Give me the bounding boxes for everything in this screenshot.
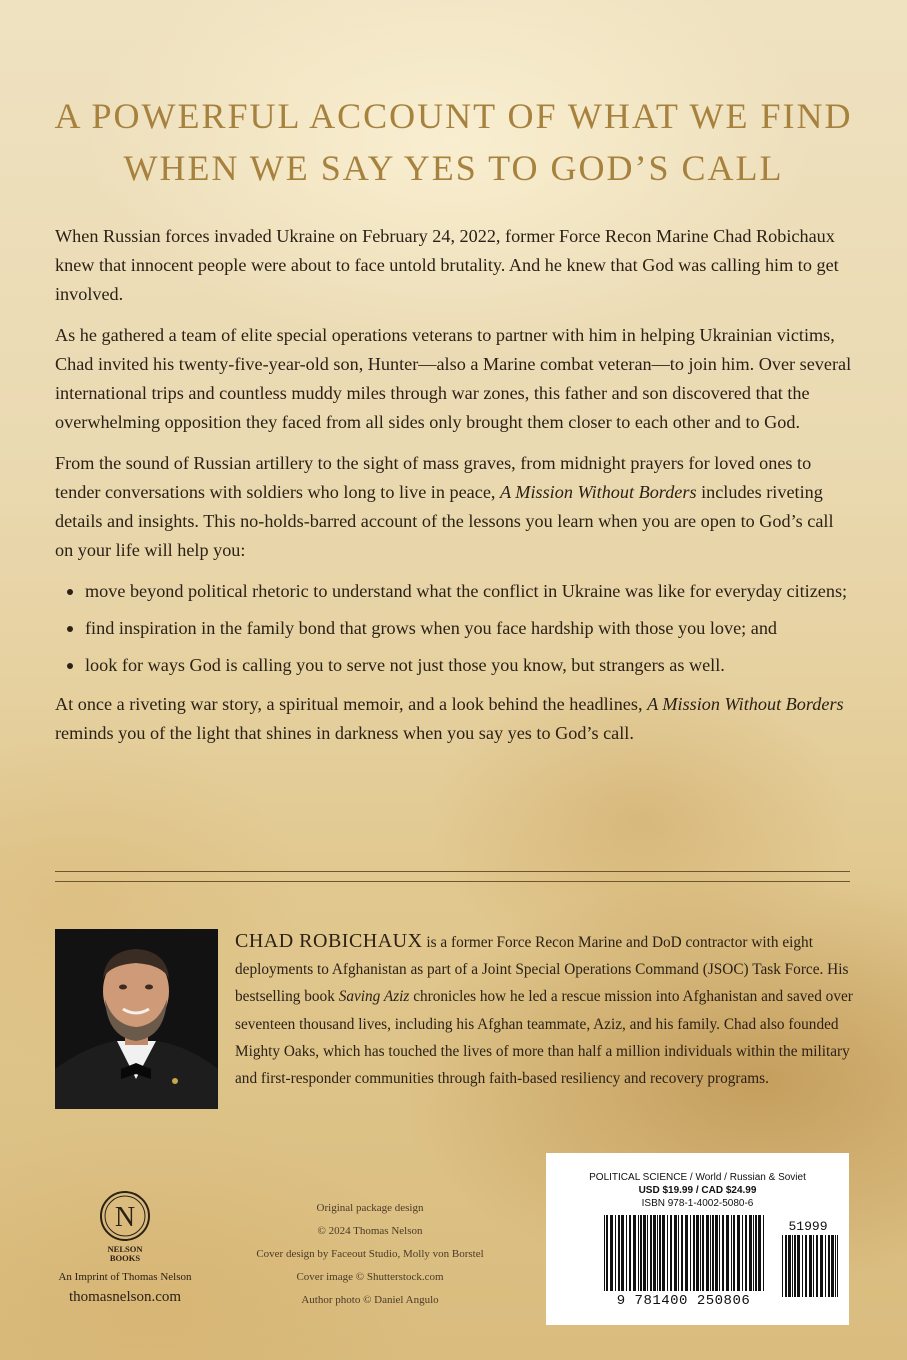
p4-book-title: A Mission Without Borders [647,694,844,714]
benefit-item [55,577,855,606]
p3-text-after: includes riveting details and insights. This no-holds-barred account of the lessons you learn when you are open to God’s call on your life will help you: [55,482,834,560]
benefit-item [55,651,855,680]
benefit-text: move beyond political rhetoric to understand what the conflict in Ukraine was like for everyday citizens; [85,581,848,601]
barcode-price: USD $19.99 / CAD $24.99 [638,1185,757,1196]
headline-line-2: WHEN WE SAY YES TO GOD’S CALL [123,148,784,188]
author-portrait-icon [55,929,218,1109]
bullet-dot-icon [67,626,73,632]
credit-line: Original package design [316,1202,424,1214]
bio-text-after: chronicles how he led a rescue mission into Afghanistan and saved over seventeen thousand lives, including his Afghan teammate, Aziz, and his family. Chad also founded Mighty Oaks, which has touched the lives of more than half a million individuals within the military and first-responder communities through faith-based resiliency and recovery programs. [235,988,853,1088]
description-paragraph-4 [55,690,855,748]
benefit-list [55,577,855,680]
cover-credits [230,1197,510,1312]
description [55,222,855,760]
description-paragraph-3 [55,449,855,565]
author-name: CHAD ROBICHAUX [235,930,423,952]
benefit-item [55,614,855,643]
barcode-panel [546,1153,849,1325]
bio-text-before: is a former Force Recon Marine and DoD contractor with eight deployments to Afghanistan as part of a Joint Special Operations Command (JSOC) Task Force. His bestselling book [235,934,849,1006]
benefit-text: find inspiration in the family bond that grows when you face hardship with those you love; and [85,618,778,638]
credit-line: Cover image © Shutterstock.com [296,1271,444,1283]
barcode-digits: 9 781400 250806 [616,1293,751,1309]
bullet-dot-icon [67,663,73,669]
description-paragraph-2: As he gathered a team of elite special operations veterans to partner with him in helping Ukrainian victims, Chad invited his twenty-five-year-old son, Hunter—also a Marine combat veteran—to join him. Over several international trips and countless muddy miles through war zones, this father and son discovered that the overwhelming opposition they faced from all sides only brought them closer to each other and to God. [55,325,852,432]
publisher-logo [40,1190,210,1306]
credit-line: © 2024 Thomas Nelson [317,1225,423,1237]
logo-name-line-1: NELSON [107,1244,143,1254]
author-photo [55,929,218,1109]
barcode-supplement: 51999 [788,1219,828,1234]
isbn-barcode-icon [604,1215,764,1299]
headline-line-1: A POWERFUL ACCOUNT OF WHAT WE FIND [54,96,853,136]
divider-rule-bottom [55,881,850,882]
headline [0,90,907,194]
logo-letter: N [114,1202,136,1233]
bio-book-title: Saving Aziz [338,988,410,1006]
p3-text-before: From the sound of Russian artillery to the sight of mass graves, from midnight prayers for loved ones to tender conversations with soldiers who long to live in peace, [55,453,812,502]
publisher-website: thomasnelson.com [68,1289,182,1305]
p3-book-title: A Mission Without Borders [499,482,697,502]
publisher-imprint: An Imprint of Thomas Nelson [58,1271,192,1283]
logo-name-line-2: BOOKS [109,1253,141,1263]
p4-text-after: reminds you of the light that shines in darkness when you say yes to God’s call. [55,723,634,743]
nelson-books-logo-icon [95,1190,155,1264]
barcode-isbn: ISBN 978-1-4002-5080-6 [641,1198,754,1209]
price-barcode-icon [782,1235,838,1301]
credit-line: Cover design by Faceout Studio, Molly von Borstel [256,1248,484,1260]
description-paragraph-1: When Russian forces invaded Ukraine on February 24, 2022, former Force Recon Marine Chad Robichaux knew that innocent people were about to face untold brutality. And he knew that God was calling him to get involved. [55,226,839,304]
barcode-category: POLITICAL SCIENCE / World / Russian & Soviet [589,1172,806,1183]
divider-rule-top [55,871,850,872]
author-bio [235,928,855,1092]
benefit-text: look for ways God is calling you to serve not just those you know, but strangers as well. [85,655,725,675]
bullet-dot-icon [67,589,73,595]
p4-text-before: At once a riveting war story, a spiritual memoir, and a look behind the headlines, [55,694,648,714]
credit-line: Author photo © Daniel Angulo [301,1294,439,1306]
